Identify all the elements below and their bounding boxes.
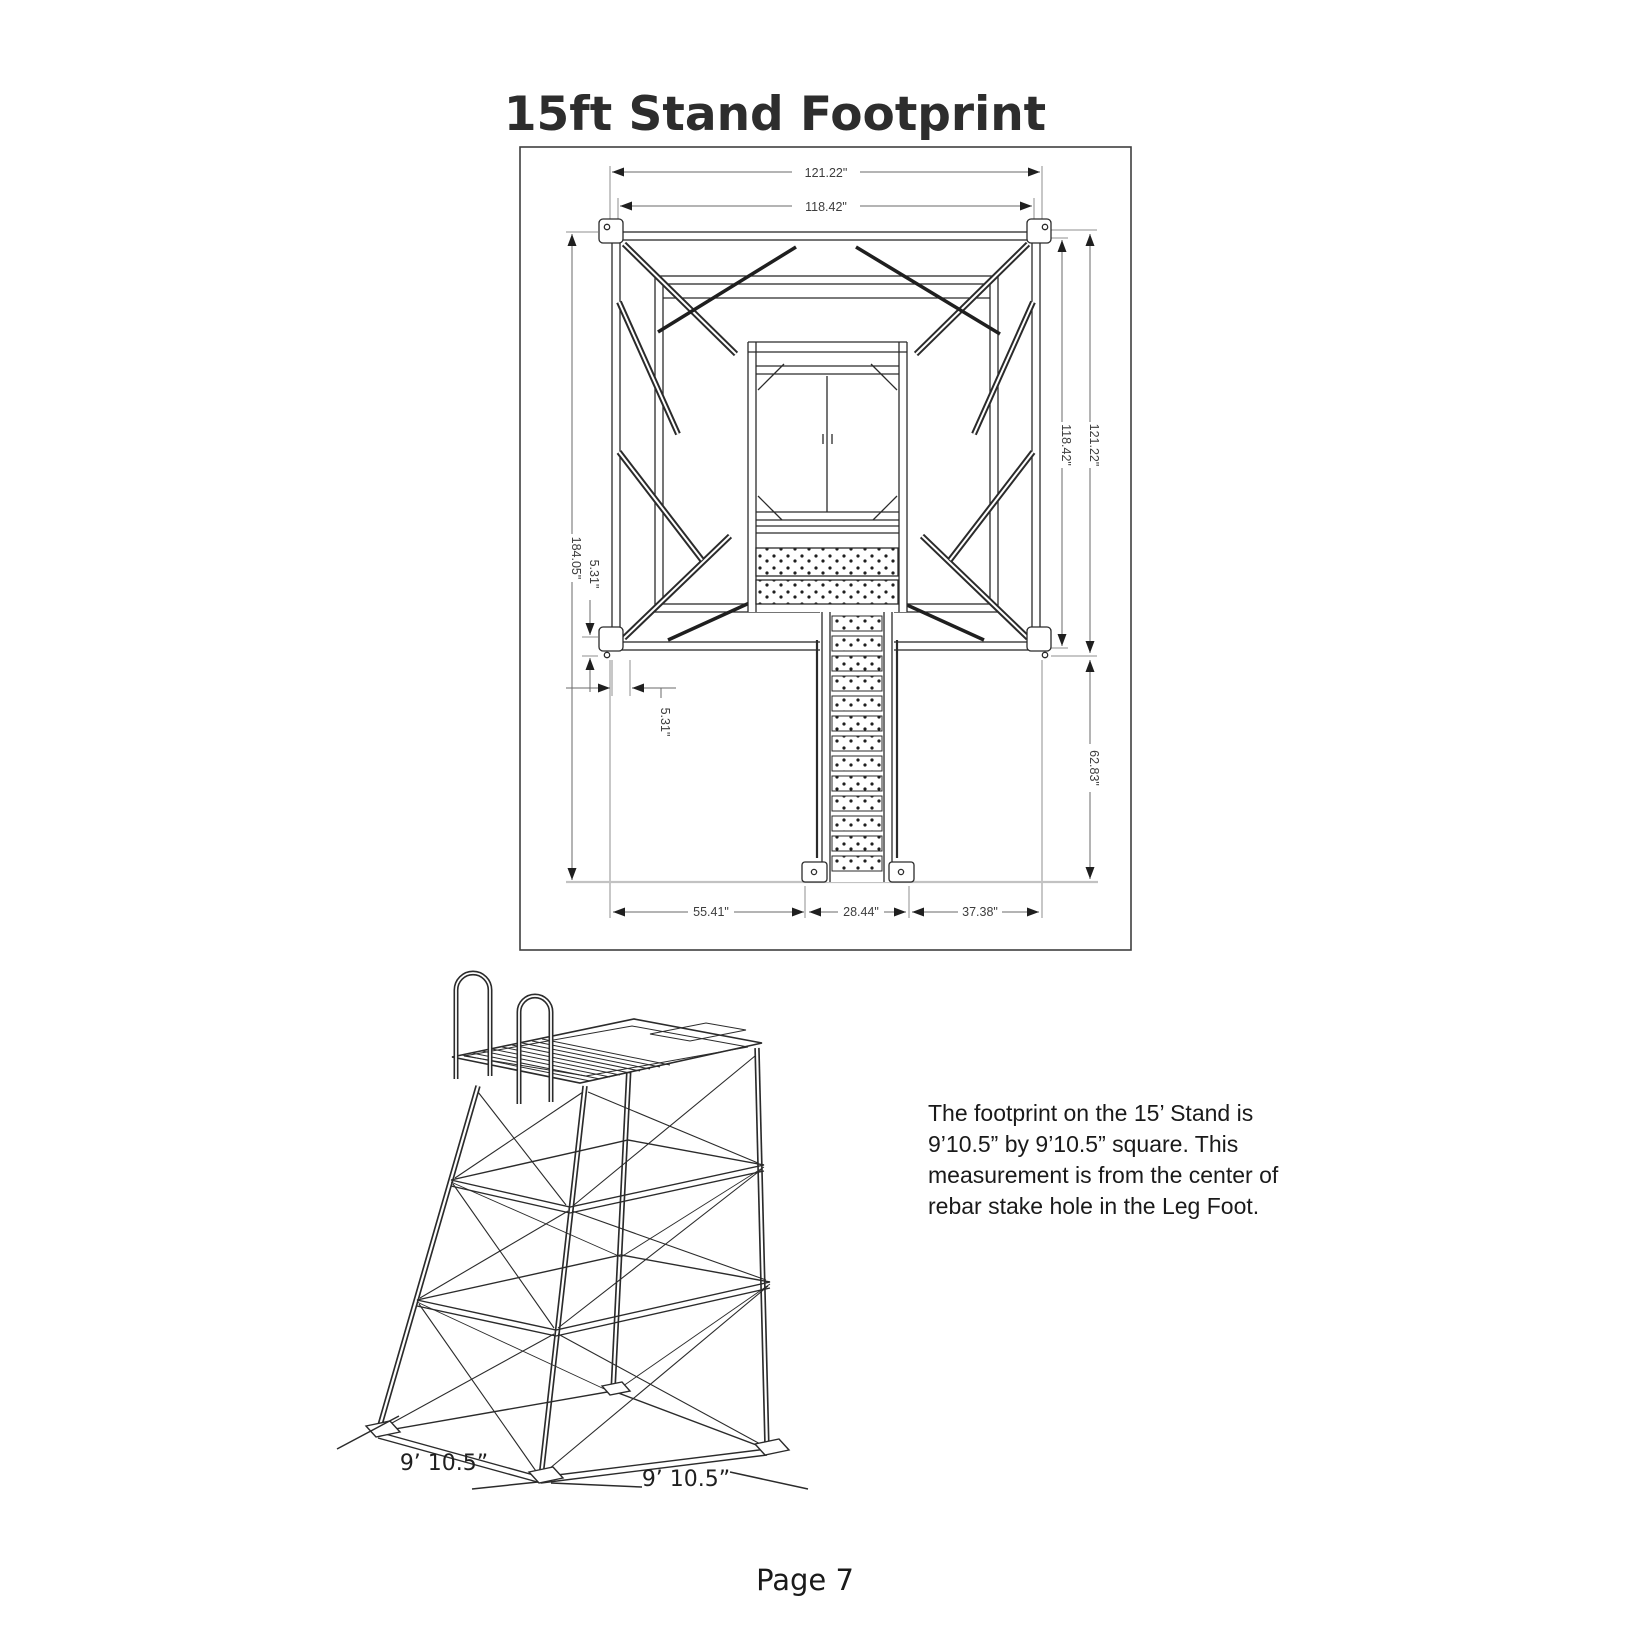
staircase: [802, 610, 914, 882]
footprint-labels: [400, 1451, 730, 1492]
note-line: rebar stake hole in the Leg Foot.: [928, 1193, 1260, 1219]
iso-dim-right: 9’ 10.5”: [641, 1467, 731, 1492]
plan-view: [520, 147, 1131, 950]
dim-bottom-right: 37.38": [962, 905, 998, 919]
note-line: measurement is from the center of: [928, 1162, 1279, 1188]
dim-top-outer: 121.22": [804, 166, 848, 180]
note-line: The footprint on the 15’ Stand is: [928, 1100, 1254, 1126]
dim-bottom-left: 55.41": [693, 905, 729, 919]
dim-top-inner: 118.42": [805, 200, 847, 214]
dim-right-outer: 121.22": [1087, 423, 1101, 467]
dim-left-height: 184.05": [569, 536, 583, 580]
dim-right-stair-drop: 62.83": [1087, 750, 1101, 786]
note-line: 9’10.5” by 9’10.5” square. This: [928, 1131, 1239, 1157]
platform: [452, 1019, 762, 1083]
page-number: Page 7: [756, 1563, 854, 1597]
footprint-note: [928, 1098, 1308, 1222]
page-title: 15ft Stand Footprint: [503, 87, 1047, 143]
dim-left-offset-v: 5.31": [587, 559, 601, 589]
dim-left-offset-h: 5.31": [658, 707, 672, 737]
iso-view: [337, 973, 808, 1492]
dim-right-inner: 118.42": [1059, 424, 1073, 466]
iso-dim-left: 9’ 10.5”: [399, 1451, 489, 1476]
dim-bottom-stair: 28.44": [843, 905, 879, 919]
